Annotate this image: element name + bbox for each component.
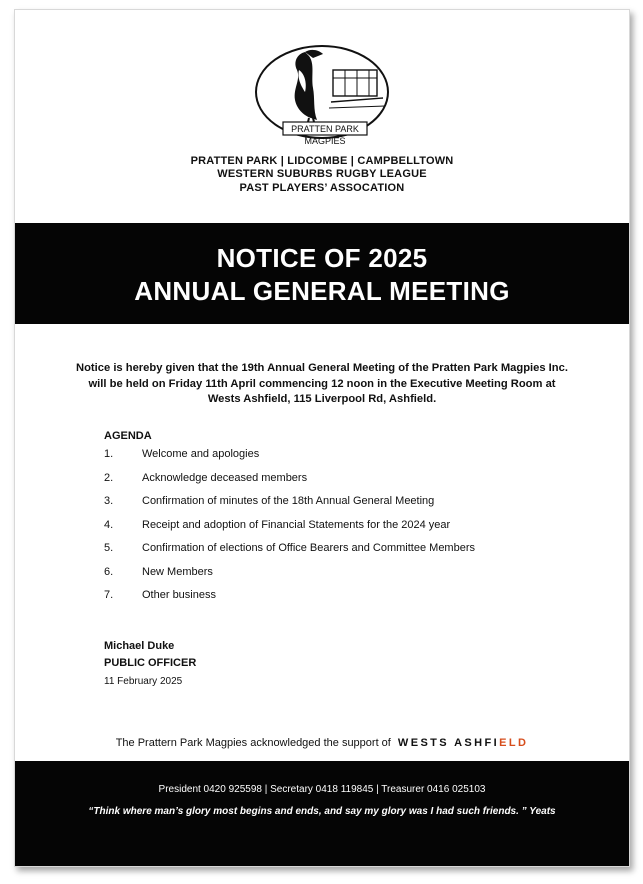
notice-line-2: will be held on Friday 11th April commencing 12 noon in the Executive Meeting Room at bbox=[88, 377, 556, 390]
agenda-item bbox=[104, 448, 475, 472]
sponsor-text: The Prattern Park Magpies acknowledged the support of bbox=[115, 737, 391, 749]
agenda-list bbox=[104, 448, 475, 613]
notice-line-3: Wests Ashfield, 115 Liverpool Rd, Ashfield. bbox=[207, 393, 437, 405]
agenda-item-text: Welcome and apologies bbox=[142, 448, 260, 460]
agenda-item bbox=[104, 589, 475, 613]
agenda-item bbox=[104, 542, 475, 566]
org-line-3: PAST PLAYERS’ ASSOCATION bbox=[239, 182, 405, 194]
agenda-item-number: 2. bbox=[104, 471, 114, 484]
notice-paragraph bbox=[55, 361, 589, 408]
sponsor-acknowledgement bbox=[15, 737, 629, 749]
agenda-item bbox=[104, 495, 475, 519]
footer-bar bbox=[15, 761, 629, 866]
notice-line-1: Notice is hereby given that the 19th Annual General Meeting of the Pratten Park Magpies Inc. bbox=[76, 362, 568, 374]
agenda-item-text: New Members bbox=[142, 565, 213, 578]
notice-date: 11 February 2025 bbox=[104, 676, 183, 687]
agenda-item-text: Confirmation of elections of Office Bearers and Committee Members bbox=[142, 542, 475, 554]
agenda-item-text: Receipt and adoption of Financial Statements for the 2024 year bbox=[142, 518, 451, 531]
logo-text-line1: PRATTEN PARK bbox=[291, 124, 359, 134]
agenda-item-text: Acknowledge deceased members bbox=[142, 471, 308, 484]
notice-page bbox=[14, 9, 630, 867]
agenda-item-number: 5. bbox=[104, 542, 114, 554]
agenda-item-number: 4. bbox=[104, 518, 114, 531]
magpie-logo bbox=[253, 40, 391, 152]
footer-contacts: President 0420 925598 | Secretary 0418 119845 | Treasurer 0416 025103 bbox=[158, 784, 486, 795]
agenda-item-text: Confirmation of minutes of the 18th Annual General Meeting bbox=[142, 495, 435, 507]
sponsor-brand bbox=[398, 737, 528, 749]
sponsor-brand-accent: ELD bbox=[499, 737, 529, 749]
title-banner bbox=[15, 223, 629, 324]
agenda-item bbox=[104, 472, 475, 496]
sponsor-brand-main: WESTS ASHFI bbox=[397, 737, 500, 749]
agenda-item-number: 6. bbox=[104, 565, 114, 578]
agenda-item-number: 7. bbox=[104, 589, 114, 601]
org-line-1: PRATTEN PARK | LIDCOMBE | CAMPBELLTOWN bbox=[190, 155, 454, 167]
agenda-item bbox=[104, 519, 475, 543]
agenda-item-number: 1. bbox=[104, 448, 114, 460]
org-line-2: WESTERN SUBURBS RUGBY LEAGUE bbox=[217, 168, 427, 180]
agenda-item bbox=[104, 566, 475, 590]
signatory-name: Michael Duke bbox=[104, 640, 175, 652]
banner-title-line2: ANNUAL GENERAL MEETING bbox=[134, 276, 510, 306]
footer-quote: “Think where man’s glory most begins and ends, and say my glory was I had such friends. ” Yeats bbox=[88, 806, 556, 817]
signatory-title: PUBLIC OFFICER bbox=[104, 657, 197, 669]
banner-title-line1: NOTICE OF 2025 bbox=[216, 243, 428, 273]
agenda-item-number: 3. bbox=[104, 495, 114, 507]
logo-text-line2: MAGPIES bbox=[304, 136, 346, 146]
agenda-item-text: Other business bbox=[142, 589, 216, 601]
agenda-heading: AGENDA bbox=[104, 430, 152, 442]
